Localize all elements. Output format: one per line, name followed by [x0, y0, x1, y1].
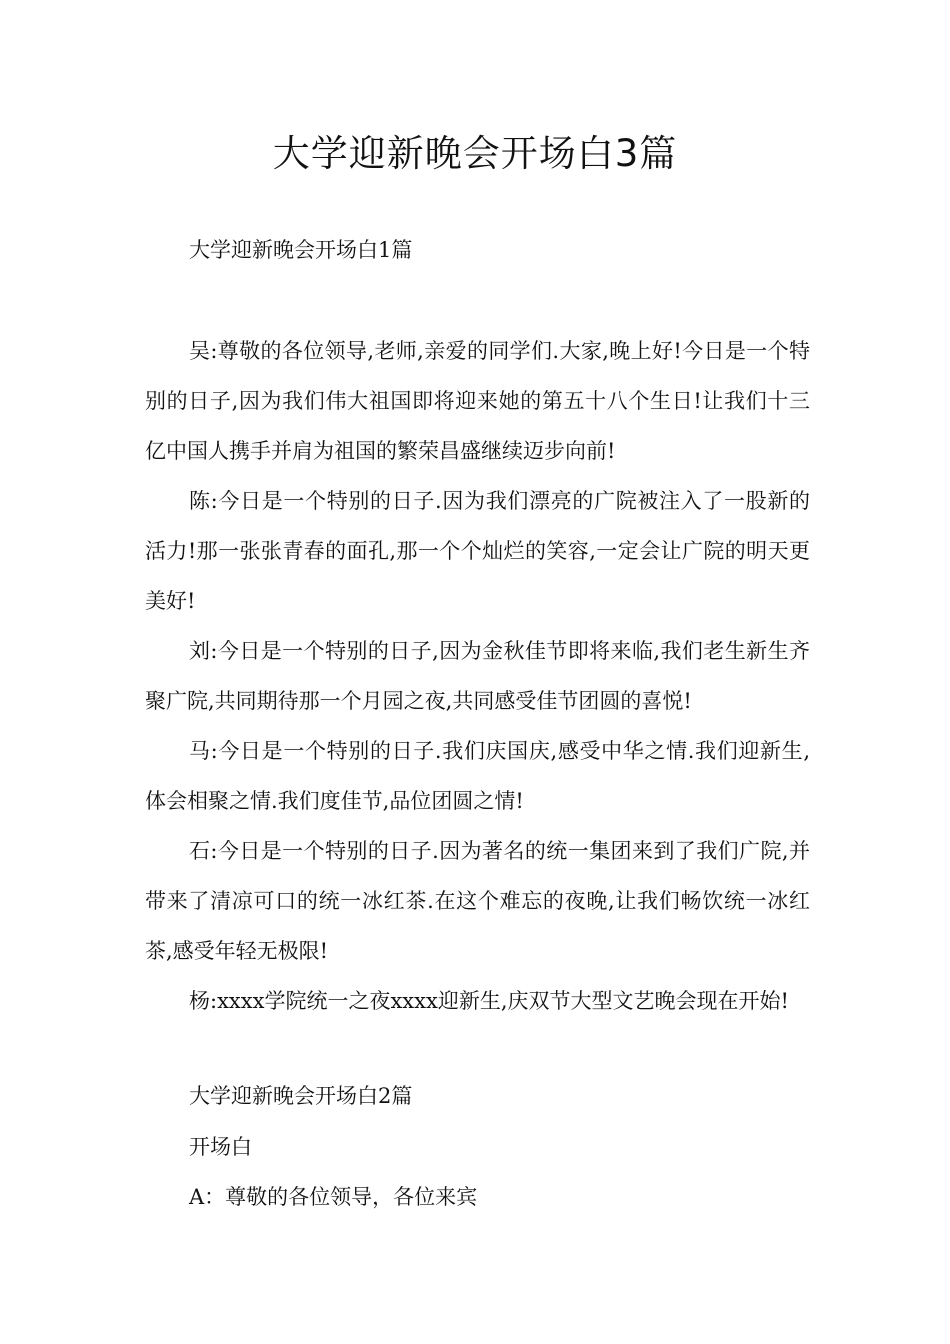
- section-heading-1: 大学迎新晚会开场白1篇: [189, 238, 413, 262]
- paragraph-liu: 刘:今日是一个特别的日子,因为金秋佳节即将来临,我们老生新生齐聚广院,共同期待那一个月园之夜,共同感受佳节团圆的喜悦!: [145, 639, 810, 713]
- section-heading-2: 大学迎新晚会开场白2篇: [189, 1084, 413, 1108]
- section2-first-line: A：尊敬的各位领导，各位来宾: [189, 1185, 478, 1209]
- section-subheading-opening: 开场白: [189, 1135, 252, 1159]
- paragraph-shi: 石:今日是一个特别的日子.因为著名的统一集团来到了我们广院,并带来了清凉可口的统一冰红茶.在这个难忘的夜晚,让我们畅饮统一冰红茶,感受年轻无极限!: [145, 839, 810, 963]
- paragraph-wu: 吴:尊敬的各位领导,老师,亲爱的同学们.大家,晚上好!今日是一个特别的日子,因为我们伟大祖国即将迎来她的第五十八个生日!让我们十三亿中国人携手并肩为祖国的繁荣昌盛继续迈步向前!: [145, 339, 810, 463]
- paragraph-ma: 马:今日是一个特别的日子.我们庆国庆,感受中华之情.我们迎新生,体会相聚之情.我们度佳节,品位团圆之情!: [145, 739, 810, 813]
- paragraph-yang: 杨:xxxx学院统一之夜xxxx迎新生,庆双节大型文艺晚会现在开始!: [189, 989, 789, 1013]
- document-title: 大学迎新晚会开场白3篇: [272, 132, 678, 175]
- paragraph-chen: 陈:今日是一个特别的日子.因为我们漂亮的广院被注入了一股新的活力!那一张张青春的面孔,那一个个灿烂的笑容,一定会让广院的明天更美好!: [145, 489, 810, 613]
